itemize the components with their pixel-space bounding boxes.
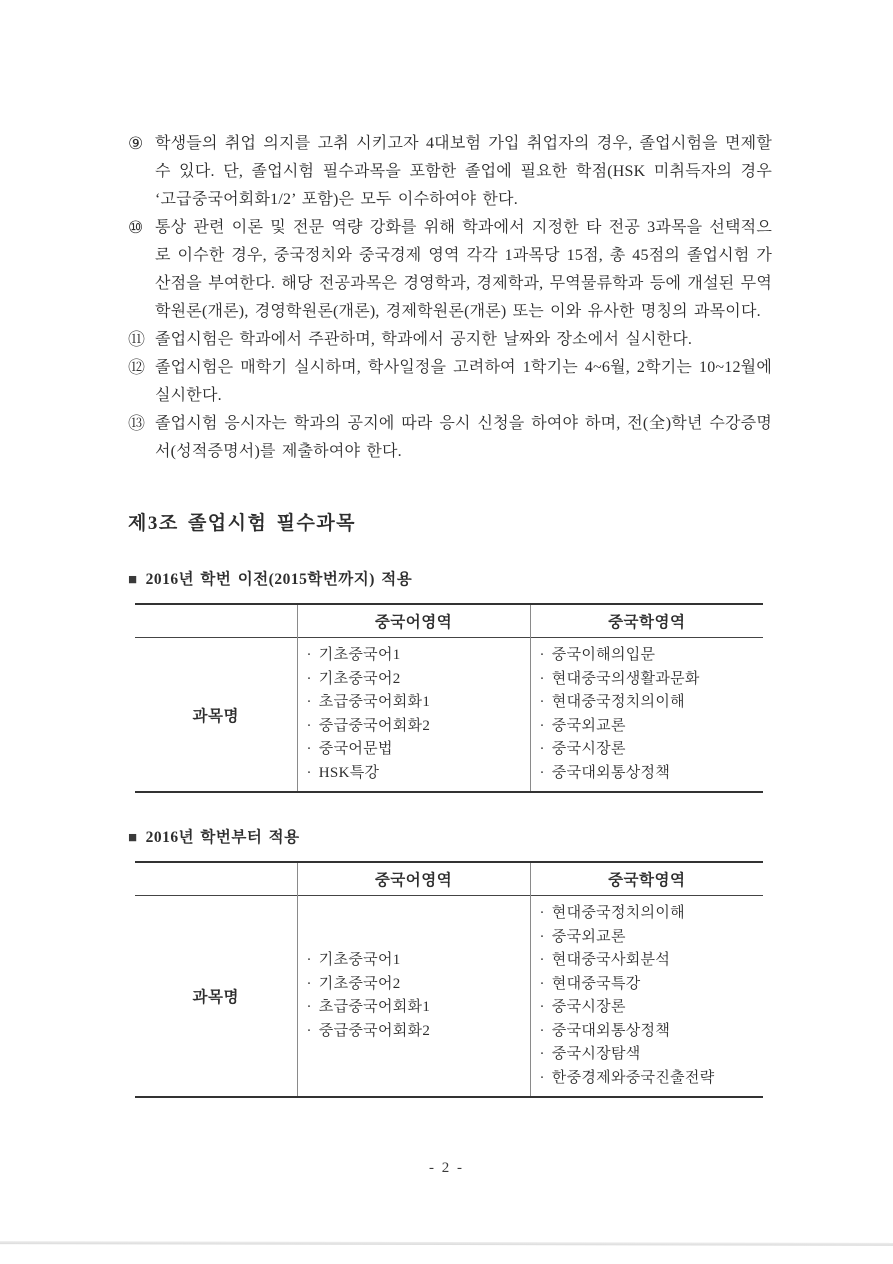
- course-item: [307, 668, 526, 692]
- clause-item: [128, 130, 772, 214]
- dot-bullet-icon: ·: [539, 1022, 545, 1039]
- course-list: [298, 943, 530, 1049]
- course-name: 기초중국어2: [318, 670, 401, 687]
- course-name: 초급중국어회화1: [318, 999, 431, 1015]
- clause-item: [128, 326, 772, 354]
- table-body-row: [135, 638, 763, 793]
- table-header-row: [135, 604, 763, 638]
- course-item: [540, 644, 760, 668]
- dot-bullet-icon: ·: [306, 694, 312, 710]
- cell-chinese-studies-courses: [530, 638, 763, 793]
- dot-bullet-icon: ·: [539, 928, 545, 945]
- course-item: [540, 926, 760, 950]
- table-header-empty: [135, 862, 297, 896]
- course-item: [307, 644, 526, 668]
- square-bullet-icon: ■: [128, 572, 138, 588]
- dot-bullet-icon: ·: [539, 717, 545, 734]
- course-name: 기초중국어1: [318, 647, 401, 663]
- table-header-chinese-language: 중국어영역: [297, 862, 530, 896]
- dot-bullet-icon: ·: [539, 764, 545, 781]
- dot-bullet-icon: ·: [539, 905, 545, 921]
- dot-bullet-icon: ·: [539, 670, 545, 687]
- dot-bullet-icon: ·: [306, 647, 312, 663]
- table-header-chinese-studies: 중국학영역: [530, 862, 763, 896]
- course-item: [540, 1067, 760, 1091]
- course-item: [540, 1020, 760, 1044]
- dot-bullet-icon: ·: [539, 694, 545, 710]
- dot-bullet-icon: ·: [306, 670, 312, 687]
- table-header-empty: [135, 604, 297, 638]
- course-name: 중국시장탐색: [551, 1046, 641, 1062]
- course-item: [540, 949, 760, 973]
- course-item: [307, 691, 526, 715]
- dot-bullet-icon: ·: [539, 999, 545, 1015]
- course-name: 중국이해의입문: [551, 647, 656, 663]
- clause-number-icon: ⑨: [128, 134, 144, 153]
- clause-item: [128, 354, 772, 410]
- course-name: 현대중국특강: [551, 975, 641, 992]
- course-name: 중급중국어회화2: [318, 717, 431, 734]
- table-header-row: [135, 862, 763, 896]
- dot-bullet-icon: ·: [306, 952, 312, 968]
- course-name: HSK특강: [318, 764, 380, 781]
- table-header-chinese-studies: 중국학영역: [530, 604, 763, 638]
- courses-table-pre-2016: [135, 603, 763, 793]
- course-item: [307, 949, 526, 973]
- course-name: 초급중국어회화1: [318, 694, 431, 710]
- course-name: 중국시장론: [551, 741, 626, 757]
- course-item: [307, 996, 526, 1020]
- course-name: 기초중국어2: [318, 975, 401, 992]
- course-name: 기초중국어1: [318, 952, 401, 968]
- clause-item: [128, 410, 772, 466]
- course-name: 중국외교론: [551, 717, 626, 734]
- clause-number-icon: ⑩: [128, 218, 144, 237]
- course-name: 중급중국어회화2: [318, 1022, 431, 1039]
- cell-chinese-language-courses: [297, 896, 530, 1098]
- course-name: 현대중국정치의이해: [551, 694, 685, 710]
- course-item: [540, 996, 760, 1020]
- dot-bullet-icon: ·: [306, 975, 312, 992]
- course-list: [298, 638, 530, 791]
- course-name: 현대중국사회분석: [551, 952, 671, 968]
- table-caption-from-2016: [128, 825, 772, 847]
- table-header-chinese-language: 중국어영역: [297, 604, 530, 638]
- clause-number-icon: ⑬: [128, 414, 146, 433]
- course-item: [540, 715, 760, 739]
- square-bullet-icon: ■: [128, 830, 138, 846]
- course-name: 한중경제와중국진출전략: [551, 1069, 715, 1086]
- course-item: [307, 762, 526, 786]
- course-item: [307, 715, 526, 739]
- dot-bullet-icon: ·: [539, 741, 545, 757]
- dot-bullet-icon: ·: [306, 717, 312, 734]
- section-title: 제3조 졸업시험 필수과목: [128, 513, 357, 534]
- clause-item: [128, 214, 772, 326]
- course-item: [540, 668, 760, 692]
- course-item: [540, 973, 760, 997]
- course-item: [540, 1043, 760, 1067]
- course-item: [540, 762, 760, 786]
- cell-chinese-language-courses: [297, 638, 530, 793]
- page-number: - 2 -: [429, 1160, 464, 1176]
- course-name: 현대중국의생활과문화: [551, 670, 700, 687]
- course-item: [307, 738, 526, 762]
- course-name: 중국어문법: [318, 741, 393, 757]
- clause-text: 학생들의 취업 의지를 고취 시키고자 4대보험 가입 취업자의 경우, 졸업시험을 면제할 수 있다. 단, 졸업시험 필수과목을 포함한 졸업에 필요한 학점(HSK 미취득자의 경우 ‘고급중국어회화1/2’ 포함)은 모두 이수하여야 한다.: [155, 135, 772, 208]
- course-list: [531, 638, 764, 791]
- dot-bullet-icon: ·: [306, 999, 312, 1015]
- course-name: 중국외교론: [551, 928, 626, 945]
- cell-chinese-studies-courses: [530, 896, 763, 1098]
- table-caption-text: 2016년 학번부터 적용: [145, 829, 300, 846]
- course-name: 중국대외통상정책: [551, 1022, 671, 1039]
- row-header-subject-name: 과목명: [192, 707, 239, 725]
- course-item: [307, 1020, 526, 1044]
- clause-list: [128, 130, 772, 466]
- clause-text: 졸업시험 응시자는 학과의 공지에 따라 응시 신청을 하여야 하며, 전(全)학년 수강증명서(성적증명서)를 제출하여야 한다.: [155, 415, 772, 460]
- clause-text: 졸업시험은 매학기 실시하며, 학사일정을 고려하여 1학기는 4~6월, 2학기는 10~12월에 실시한다.: [155, 359, 772, 404]
- table-caption-text: 2016년 학번 이전(2015학번까지) 적용: [145, 571, 413, 588]
- dot-bullet-icon: ·: [539, 1069, 545, 1086]
- course-list: [531, 896, 764, 1096]
- scan-artifact-line: [0, 1241, 893, 1246]
- clause-text: 통상 관련 이론 및 전문 역량 강화를 위해 학과에서 지정한 타 전공 3과목을 선택적으로 이수한 경우, 중국정치와 중국경제 영역 각각 1과목당 15점, 총 45점의 졸업시험 가산점을 부여한다. 해당 전공과목은 경영학과, 경제학과, 무역물류학과 등에 개설된 무역학원론(개론), 경영학원론(개론), 경제학원론(개론) 또는 이와 유사한 명칭의 과목이다.: [155, 219, 772, 320]
- course-name: 중국대외통상정책: [551, 764, 671, 781]
- dot-bullet-icon: ·: [539, 975, 545, 992]
- courses-table-from-2016: [135, 861, 763, 1098]
- course-item: [540, 738, 760, 762]
- row-header-subject-name: 과목명: [192, 989, 239, 1006]
- course-name: 현대중국정치의이해: [551, 905, 685, 921]
- page-content: [128, 130, 772, 1098]
- dot-bullet-icon: ·: [539, 647, 545, 663]
- clause-number-icon: ⑪: [128, 330, 146, 349]
- table-body-row: [135, 896, 763, 1098]
- table-caption-pre-2016: [128, 567, 772, 589]
- course-item: [540, 902, 760, 926]
- dot-bullet-icon: ·: [539, 1046, 545, 1062]
- dot-bullet-icon: ·: [539, 952, 545, 968]
- dot-bullet-icon: ·: [306, 1022, 312, 1039]
- dot-bullet-icon: ·: [306, 764, 312, 781]
- clause-number-icon: ⑫: [128, 358, 146, 377]
- clause-text: 졸업시험은 학과에서 주관하며, 학과에서 공지한 날짜와 장소에서 실시한다.: [155, 331, 693, 348]
- course-item: [307, 973, 526, 997]
- dot-bullet-icon: ·: [306, 741, 312, 757]
- course-item: [540, 691, 760, 715]
- course-name: 중국시장론: [551, 999, 626, 1015]
